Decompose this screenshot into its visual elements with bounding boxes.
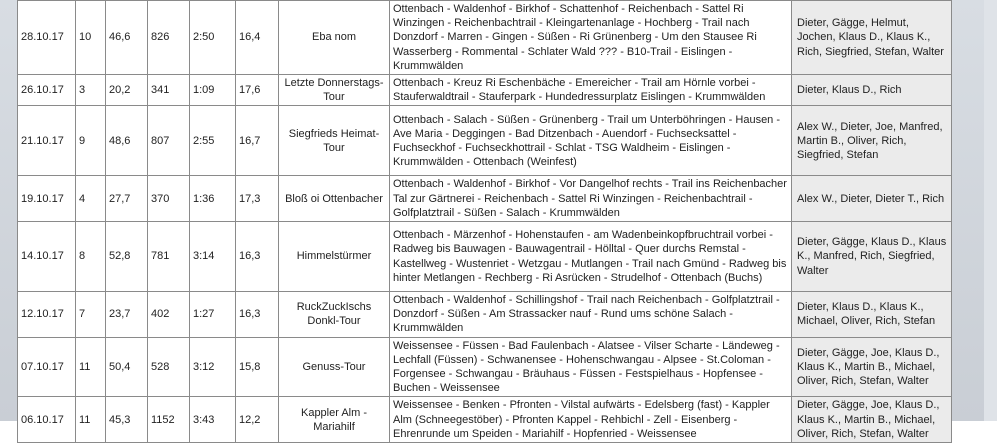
duration-cell: 3:14 [190,222,236,292]
distance-cell: 46,6 [106,1,148,75]
elevation-cell: 528 [148,337,190,397]
participants-cell: Dieter, Klaus D., Klaus K., Michael, Oliver, Rich, Stefan [792,292,952,338]
duration-cell: 1:36 [190,176,236,222]
date-cell: 07.10.17 [18,337,76,397]
tour-name-cell: Eba nom [279,1,390,75]
distance-cell: 45,3 [106,397,148,443]
route-cell: Weissensee - Füssen - Bad Faulenbach - Alatsee - Vilser Scharte - Ländeweg - Lechfall (Füssen) - Schwanensee - Hohenschwangau - Alpsee - St.Coloman - Forgensee - Schwangau - Bräuhaus - Füssen - Festspielhaus - Hopfensee - Buchen - Weissensee [390,337,792,397]
tour-name-cell: Himmelstürmer [279,222,390,292]
distance-cell: 23,7 [106,292,148,338]
vertical-scrollbar[interactable] [984,0,997,421]
duration-cell: 2:55 [190,106,236,176]
elevation-cell: 826 [148,1,190,75]
table-row [18,75,952,106]
table-row [18,397,952,443]
date-cell: 19.10.17 [18,176,76,222]
distance-cell: 27,7 [106,176,148,222]
participants-cell: Dieter, Gägge, Helmut, Jochen, Klaus D., Klaus K., Rich, Siegfried, Stefan, Walter [792,1,952,75]
elevation-cell: 341 [148,75,190,106]
rider-count-cell: 11 [76,397,106,443]
duration-cell: 1:27 [190,292,236,338]
route-cell: Ottenbach - Waldenhof - Birkhof - Schattenhof - Reichenbach - Sattel Ri Winzingen - Reichenbachtrail - Kleingartenanlage - Hochberg - Trail nach Donzdorf - Marren - Gingen - Süßen - Ri Grünenberg - Um den Stausee Ri Wasserberg - Rommental - Schlater Wald ??? - B10-Trail - Eislingen - Krummwälden [390,1,792,75]
speed-cell: 16,3 [236,222,279,292]
elevation-cell: 781 [148,222,190,292]
duration-cell: 3:12 [190,337,236,397]
participants-cell: Alex W., Dieter, Joe, Manfred, Martin B., Oliver, Rich, Siegfried, Stefan [792,106,952,176]
rider-count-cell: 11 [76,337,106,397]
elevation-cell: 1152 [148,397,190,443]
route-cell: Ottenbach - Kreuz Ri Eschenbäche - Emereicher - Trail am Hörnle vorbei - Stauferwaldtrail - Stauferpark - Hundedressurplatz Eislingen - Krummwälden [390,75,792,106]
duration-cell: 2:50 [190,1,236,75]
speed-cell: 17,3 [236,176,279,222]
elevation-cell: 807 [148,106,190,176]
participants-cell: Dieter, Gägge, Joe, Klaus D., Klaus K., Martin B., Michael, Oliver, Rich, Stefan, Walter [792,337,952,397]
date-cell: 28.10.17 [18,1,76,75]
distance-cell: 52,8 [106,222,148,292]
table-row [18,176,952,222]
participants-cell: Dieter, Klaus D., Rich [792,75,952,106]
date-cell: 12.10.17 [18,292,76,338]
rider-count-cell: 8 [76,222,106,292]
rider-count-cell: 9 [76,106,106,176]
date-cell: 21.10.17 [18,106,76,176]
route-cell: Ottenbach - Waldenhof - Schillingshof - Trail nach Reichenbach - Golfplatztrail - Donzdorf - Süßen - Am Strassacker nauf - Rund ums schöne Salach - Krummwälden [390,292,792,338]
elevation-cell: 370 [148,176,190,222]
speed-cell: 17,6 [236,75,279,106]
participants-cell: Dieter, Gägge, Joe, Klaus D., Klaus K., Martin B., Michael, Oliver, Rich, Stefan, Walter [792,397,952,443]
route-cell: Ottenbach - Waldenhof - Birkhof - Vor Dangelhof rechts - Trail ins Reichenbacher Tal zur Gärtnerei - Reichenbach - Sattel Ri Winzingen - Reichenbachtrail - Golfplatztrail - Süßen - Salach - Krummwälden [390,176,792,222]
speed-cell: 16,3 [236,292,279,338]
rider-count-cell: 4 [76,176,106,222]
rider-count-cell: 3 [76,75,106,106]
date-cell: 06.10.17 [18,397,76,443]
tour-name-cell: Bloß oi Ottenbacher [279,176,390,222]
elevation-cell: 402 [148,292,190,338]
duration-cell: 3:43 [190,397,236,443]
participants-cell: Alex W., Dieter, Dieter T., Rich [792,176,952,222]
tour-name-cell: Genuss-Tour [279,337,390,397]
route-cell: Ottenbach - Salach - Süßen - Grünenberg - Trail um Unterböhringen - Hausen - Ave Maria - Deggingen - Bad Ditzenbach - Auendorf - Fuchsecksattel - Fuchseckhof - Fuchseckhottrail - Schlat - TSG Waldheim - Eislingen - Krummwälden - Ottenbach (Weinfest) [390,106,792,176]
table-row [18,337,952,397]
rider-count-cell: 7 [76,292,106,338]
distance-cell: 48,6 [106,106,148,176]
tour-log-table [17,0,952,443]
tour-name-cell: RuckZuckIschs Donkl-Tour [279,292,390,338]
tour-name-cell: Siegfrieds Heimat-Tour [279,106,390,176]
speed-cell: 12,2 [236,397,279,443]
table-row [18,222,952,292]
date-cell: 14.10.17 [18,222,76,292]
route-cell: Ottenbach - Märzenhof - Hohenstaufen - am Wadenbeinkopfbruchtrail vorbei - Radweg bis Bauwagen - Bauwagentrail - Hölltal - Quer durchs Remstal - Kastellweg - Wustenriet - Wetzgau - Mutlangen - Trail nach Gmünd - Radweg bis hinter Metlangen - Rechberg - Ri Asrücken - Strudelhof - Ottenbach (Buchs) [390,222,792,292]
duration-cell: 1:09 [190,75,236,106]
tour-name-cell: Kappler Alm - Mariahilf [279,397,390,443]
date-cell: 26.10.17 [18,75,76,106]
distance-cell: 20,2 [106,75,148,106]
tour-name-cell: Letzte Donnerstags-Tour [279,75,390,106]
route-cell: Weissensee - Benken - Pfronten - Vilstal aufwärts - Edelsberg (fast) - Kappler Alm (Schneegestöber) - Pfronten Kappel - Rehbichl - Zell - Eisenberg - Ehrenrunde um Speiden - Mariahilf - Hopfenried - Weissensee [390,397,792,443]
speed-cell: 16,4 [236,1,279,75]
speed-cell: 16,7 [236,106,279,176]
rider-count-cell: 10 [76,1,106,75]
table-row [18,292,952,338]
speed-cell: 15,8 [236,337,279,397]
table-row [18,106,952,176]
distance-cell: 50,4 [106,337,148,397]
table-row [18,1,952,75]
participants-cell: Dieter, Gägge, Klaus D., Klaus K., Manfred, Rich, Siegfried, Walter [792,222,952,292]
